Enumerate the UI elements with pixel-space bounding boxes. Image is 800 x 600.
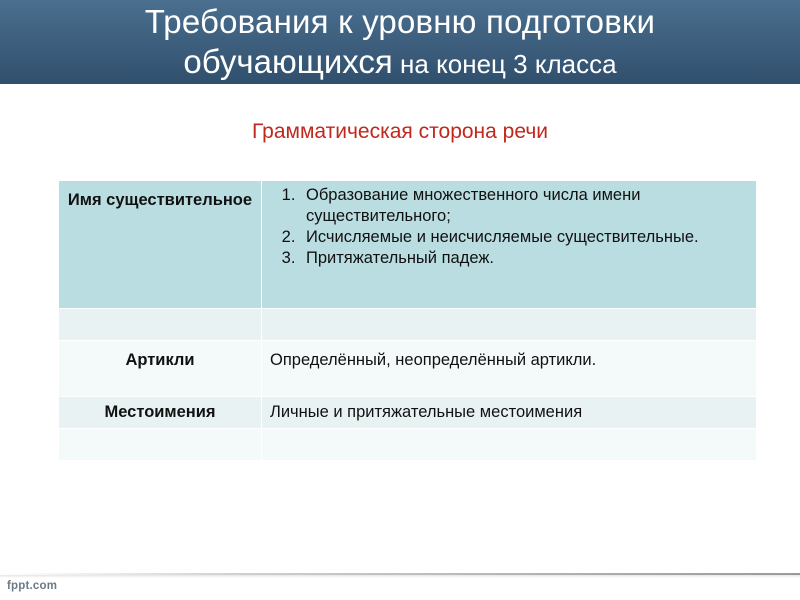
category-cell: Имя существительное [59,181,262,309]
category-cell [59,309,262,341]
category-cell: Местоимения [59,397,262,429]
title-banner [0,0,800,84]
page-title-emphasis: обучающихся [183,43,393,80]
list-item: 3. Притяжательный падеж. [300,248,748,269]
grammar-table [58,180,757,461]
category-cell: Артикли [59,341,262,397]
list-item: 2. Исчисляемые и неисчисляемые существительные. [300,227,748,248]
table-row [59,397,757,429]
list-item: 1. Образование множественного числа имени существительного; [300,185,748,227]
definition-cell [262,309,757,341]
definition-cell [262,181,757,309]
footer-shadow [0,575,800,578]
definition-cell: Личные и притяжательные местоимения [262,397,757,429]
page-title-line-2 [0,42,800,89]
category-cell [59,429,262,461]
table-row [59,341,757,397]
fppt-logo: fppt.com [7,580,58,592]
table-row [59,429,757,461]
section-subtitle: Грамматическая сторона речи [251,120,548,143]
noun-topics-list [268,185,748,269]
definition-cell [262,429,757,461]
page-title-line-1: Требования к уровню подготовки [144,3,656,40]
table-row [59,181,757,309]
page-title-rest: на конец 3 класса [392,49,617,79]
table-row [59,309,757,341]
definition-cell: Определённый, неопределённый артикли. [262,341,757,397]
